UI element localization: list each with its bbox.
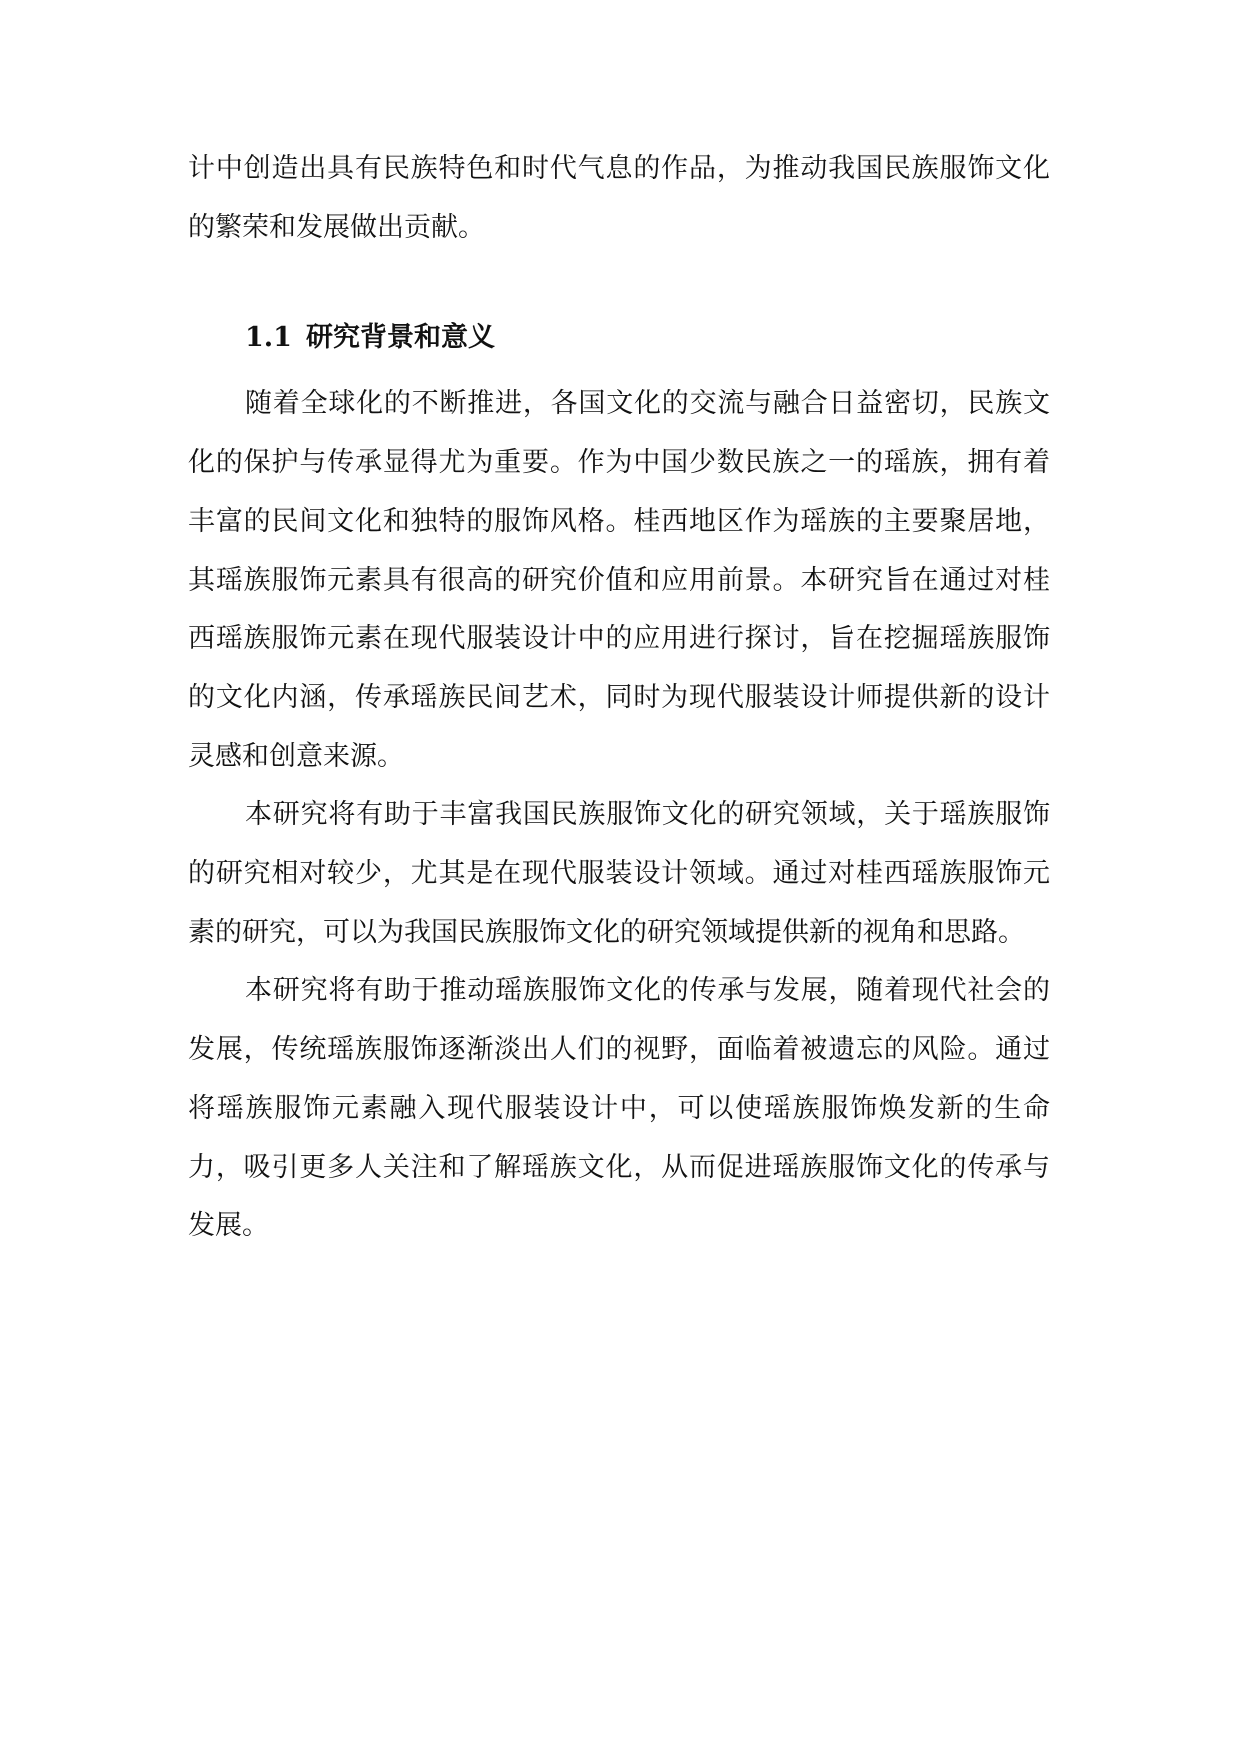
- paragraph-background: 随着全球化的不断推进，各国文化的交流与融合日益密切，民族文化的保护与传承显得尤为重要。作为中国少数民族之一的瑶族，拥有着丰富的民间文化和独特的服饰风格。桂西地区作为瑶族的主要聚居地，其瑶族服饰元素具有很高的研究价值和应用前景。本研究旨在通过对桂西瑶族服饰元素在现代服装设计中的应用进行探讨，旨在挖掘瑶族服饰的文化内涵，传承瑶族民间艺术，同时为现代服装设计师提供新的设计灵感和创意来源。: [188, 388, 1050, 772]
- document-body: [188, 140, 1050, 1256]
- section-heading: [188, 309, 1050, 367]
- paragraph-cultural-inheritance: 本研究将有助于推动瑶族服饰文化的传承与发展，随着现代社会的发展，传统瑶族服饰逐渐淡出人们的视野，面临着被遗忘的风险。通过将瑶族服饰元素融入现代服装设计中，可以使瑶族服饰焕发新的生命力，吸引更多人关注和了解瑶族文化，从而促进瑶族服饰文化的传承与发展。: [188, 975, 1050, 1242]
- intro-continuation-paragraph: 计中创造出具有民族特色和时代气息的作品，为推动我国民族服饰文化的繁荣和发展做出贡献。: [188, 153, 1050, 243]
- section-number: 1.1: [245, 322, 292, 354]
- section-title: 研究背景和意义: [305, 322, 495, 354]
- paragraph-research-field: 本研究将有助于丰富我国民族服饰文化的研究领域，关于瑶族服饰的研究相对较少，尤其是在现代服装设计领域。通过对桂西瑶族服饰元素的研究，可以为我国民族服饰文化的研究领域提供新的视角和思路。: [188, 799, 1050, 948]
